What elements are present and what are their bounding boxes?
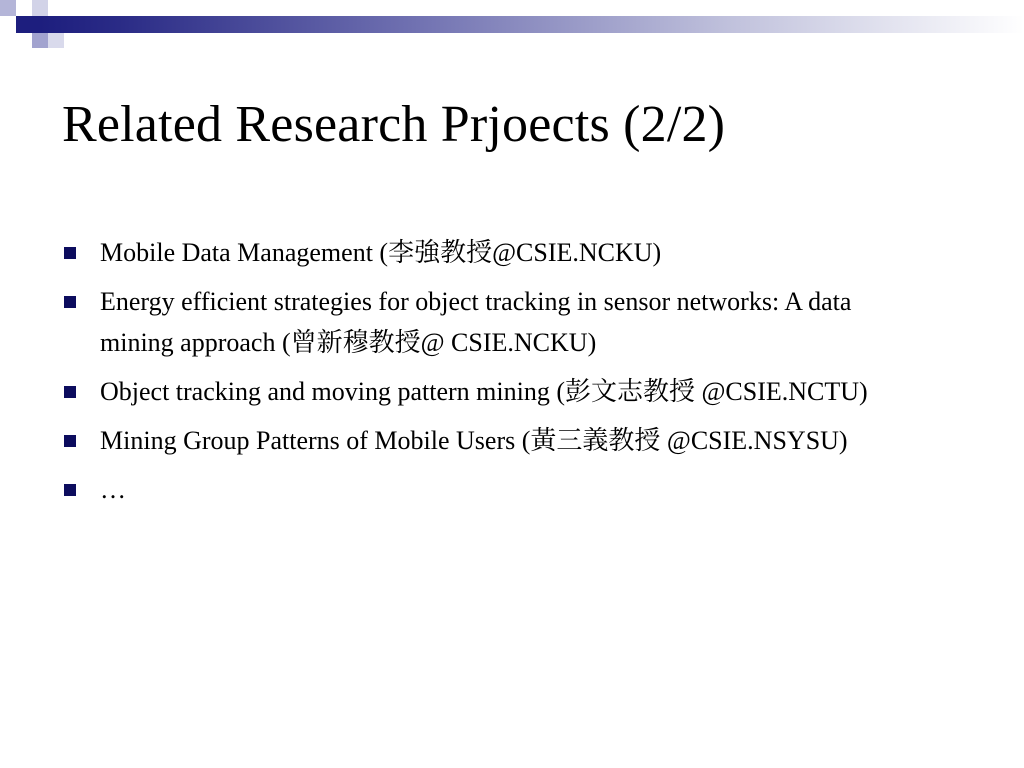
- bullet-item: [62, 420, 882, 461]
- header-square: [32, 33, 48, 48]
- header-square: [16, 0, 32, 16]
- bullet-item: [62, 371, 882, 412]
- bullet-text: Mining Group Patterns of Mobile Users (黃三義教授 @CSIE.NSYSU): [100, 426, 848, 455]
- square-bullet-icon: [64, 296, 76, 308]
- header-square: [16, 16, 40, 33]
- header-square: [0, 0, 16, 16]
- square-bullet-icon: [64, 247, 76, 259]
- bullet-item: [62, 281, 882, 363]
- bullet-list: [62, 232, 882, 518]
- header-square: [16, 33, 32, 46]
- square-bullet-icon: [64, 386, 76, 398]
- square-bullet-icon: [64, 435, 76, 447]
- slide-title: Related Research Prjoects (2/2): [62, 96, 726, 153]
- slide-header-decoration: [0, 0, 1024, 64]
- header-square: [32, 0, 48, 16]
- header-square: [0, 16, 16, 33]
- header-gradient-bar: [40, 16, 1024, 33]
- bullet-item: [62, 469, 882, 510]
- bullet-text: Object tracking and moving pattern mining (彭文志教授 @CSIE.NCTU): [100, 377, 868, 406]
- square-bullet-icon: [64, 484, 76, 496]
- bullet-text: Energy efficient strategies for object tracking in sensor networks: A data mining approach (曾新穆教授@ CSIE.NCKU): [100, 287, 852, 357]
- bullet-item: [62, 232, 882, 273]
- bullet-text: Mobile Data Management (李強教授@CSIE.NCKU): [100, 238, 662, 267]
- bullet-text: …: [100, 475, 126, 504]
- header-square: [48, 33, 64, 48]
